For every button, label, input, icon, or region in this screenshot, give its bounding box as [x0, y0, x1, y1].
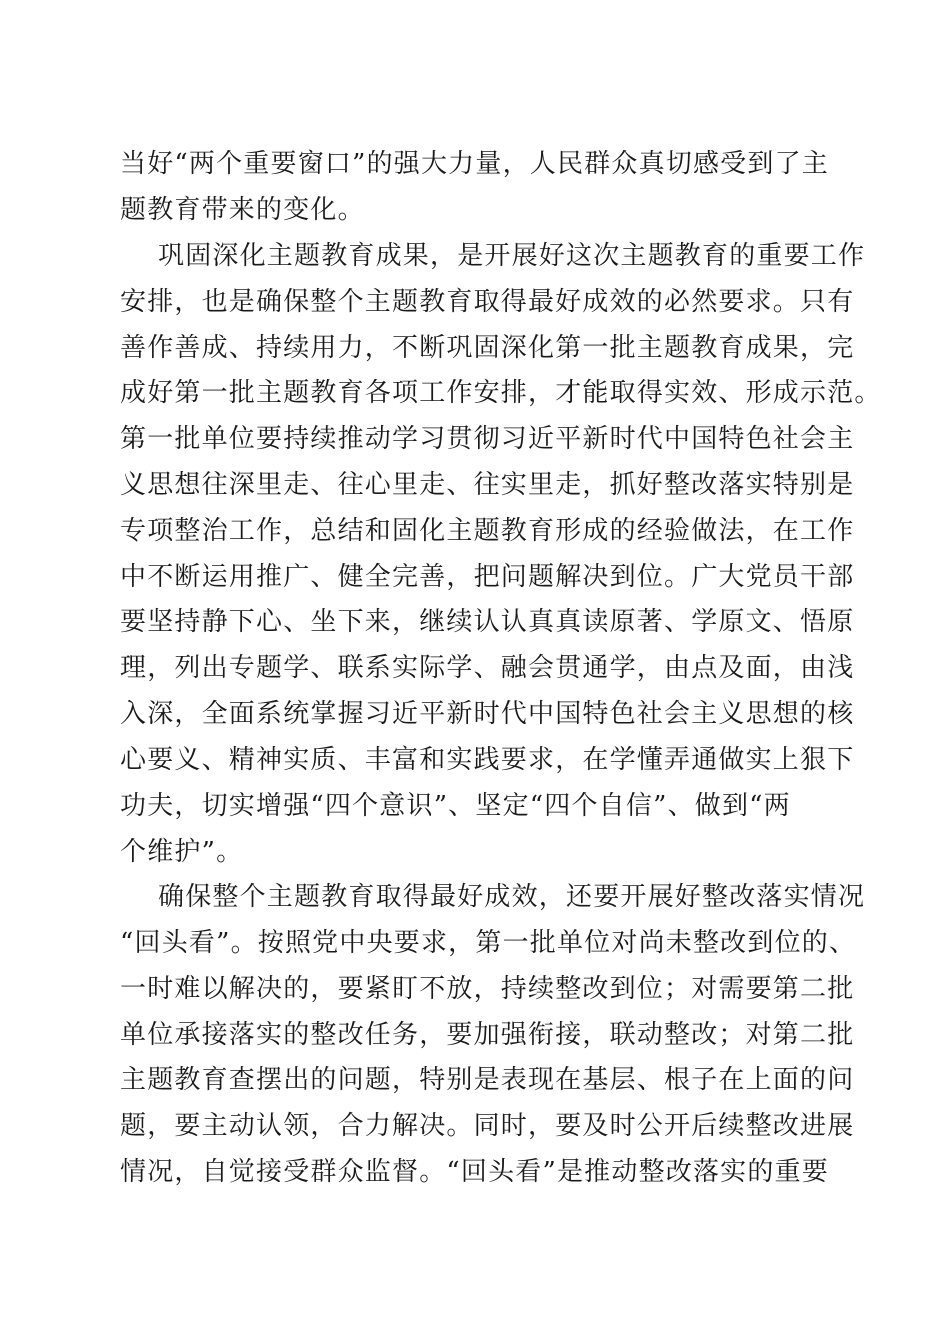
- text-line: 当好“两个重要窗口”的强大力量，人民群众真切感受到了主: [120, 149, 829, 179]
- text-line: 功夫，切实增强“四个意识”、坚定“四个自信”、做到“两: [120, 791, 791, 821]
- text-line: 成好第一批主题教育各项工作安排，才能取得实效、形成示范。: [120, 378, 882, 408]
- text-line: 第一批单位要持续推动学习贯彻习近平新时代中国特色社会主: [120, 424, 855, 454]
- text-line: 中不断运用推广、健全完善，把问题解决到位。广大党员干部: [120, 562, 855, 592]
- text-line: 理，列出专题学、联系实际学、融会贯通学，由点及面，由浅: [120, 653, 855, 683]
- text-line: 心要义、精神实质、丰富和实践要求，在学懂弄通做实上狠下: [120, 745, 855, 775]
- text-line: “回头看”。按照党中央要求，第一批单位对尚未整改到位的、: [120, 928, 857, 958]
- text-line: 安排，也是确保整个主题教育取得最好成效的必然要求。只有: [120, 287, 855, 317]
- text-line: 要坚持静下心、坐下来，继续认认真真读原著、学原文、悟原: [120, 607, 855, 637]
- text-line: 一时难以解决的，要紧盯不放，持续整改到位；对需要第二批: [120, 974, 855, 1004]
- text-line: 单位承接落实的整改任务，要加强衔接，联动整改；对第二批: [120, 1020, 855, 1050]
- text-line: 个维护”。: [120, 837, 244, 867]
- paragraph-first-line: 巩固深化主题教育成果，是开展好这次主题教育的重要工作: [158, 241, 866, 271]
- paragraph-first-line: 确保整个主题教育取得最好成效，还要开展好整改落实情况: [158, 882, 866, 912]
- text-line: 情况，自觉接受群众监督。“回头看”是推动整改落实的重要: [120, 1157, 829, 1187]
- text-line: 题教育带来的变化。: [120, 195, 365, 225]
- text-line: 义思想往深里走、往心里走、往实里走，抓好整改落实特别是: [120, 470, 855, 500]
- text-line: 善作善成、持续用力，不断巩固深化第一批主题教育成果，完: [120, 333, 855, 363]
- text-line: 题，要主动认领，合力解决。同时，要及时公开后续整改进展: [120, 1111, 855, 1141]
- text-line: 专项整治工作，总结和固化主题教育形成的经验做法，在工作: [120, 516, 855, 546]
- text-line: 入深，全面系统掌握习近平新时代中国特色社会主义思想的核: [120, 699, 855, 729]
- text-line: 主题教育查摆出的问题，特别是表现在基层、根子在上面的问: [120, 1065, 855, 1095]
